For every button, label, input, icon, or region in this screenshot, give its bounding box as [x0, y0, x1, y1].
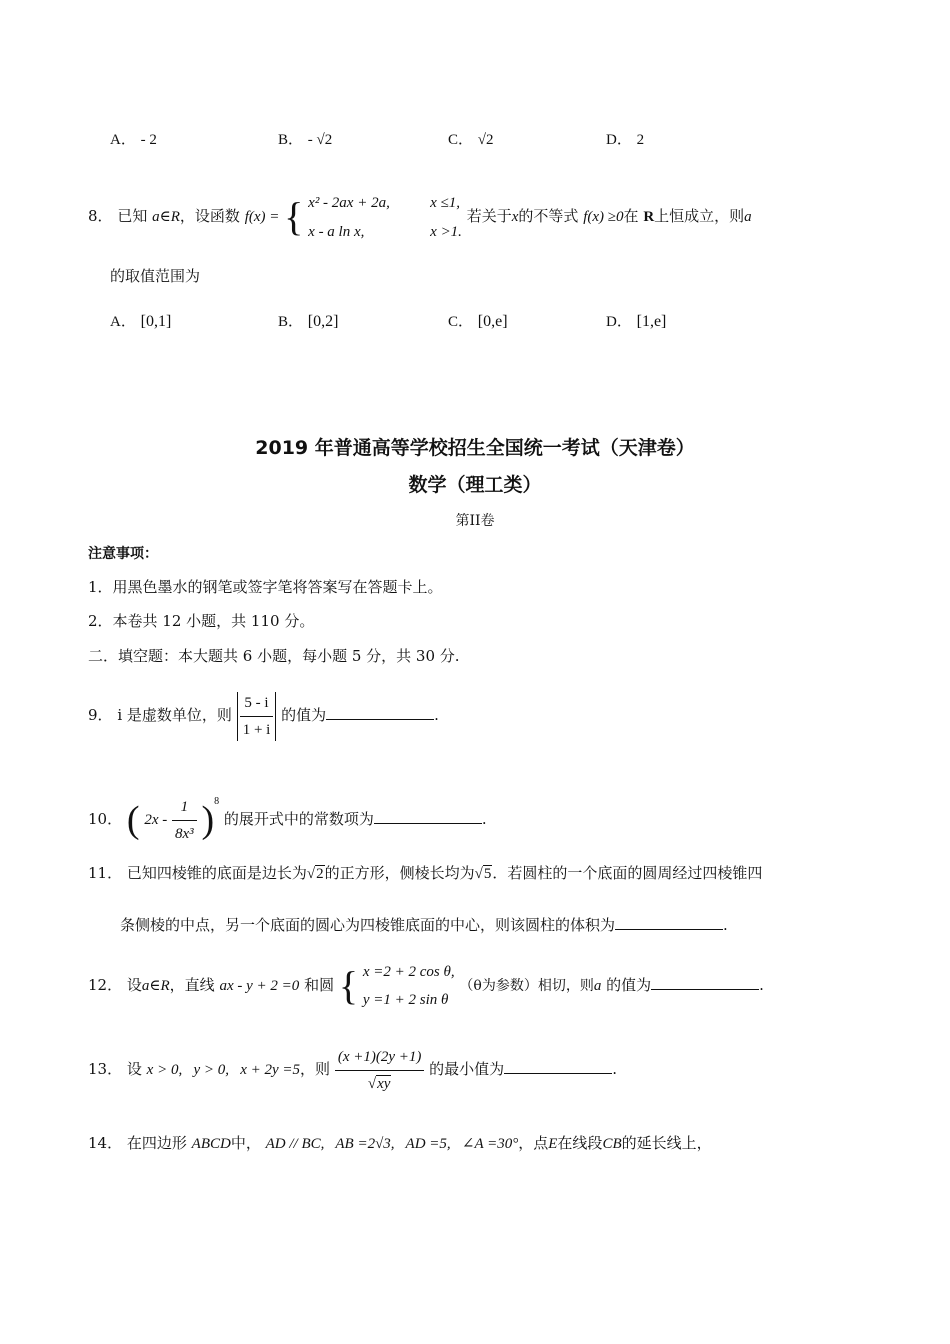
q11-text: 条侧棱的中点，另一个底面的圆心为四棱锥底面的中心，则该圆柱的体积为 — [120, 916, 616, 934]
q10-end: . — [481, 810, 487, 828]
q10-exponent: 8 — [214, 796, 220, 807]
q13-answer-blank[interactable] — [504, 1057, 612, 1074]
notes-item-2: 2．本卷共 12 小题，共 110 分。 — [88, 612, 315, 630]
q12-text: 的值为 — [606, 976, 652, 994]
q8-number: 8． — [88, 207, 113, 225]
notes-item-1: 1．用黑色墨水的钢笔或签字笔将答案写在答题卡上。 — [88, 578, 443, 596]
q10-frac-num: 1 — [172, 796, 197, 821]
q10-number: 10． — [88, 810, 123, 828]
q13-text: 设 — [126, 1060, 142, 1078]
q12-text: （θ为参数）相切，则 — [459, 978, 594, 994]
q9-fraction — [240, 692, 274, 741]
q10-expr: 2x - — [144, 812, 168, 828]
q8-case1-cond: x ≤1, — [430, 195, 461, 211]
q9-frac-den: 1 + i — [242, 721, 271, 738]
q10-frac-den: 8x³ — [175, 825, 194, 842]
q8-inequality: f(x) ≥0 — [583, 209, 624, 225]
q7-option-a[interactable]: A． - 2 — [110, 132, 157, 148]
q9-end: . — [434, 706, 439, 724]
q14-segment: CB — [602, 1136, 622, 1152]
q11-root-2: √2 — [306, 866, 324, 882]
q11-radicand: 5 — [483, 866, 492, 882]
q8-brace: { — [284, 194, 304, 239]
q12-text: ，直线 — [169, 976, 215, 994]
q8-var-x: x — [511, 209, 519, 225]
q7-options — [110, 128, 670, 152]
q11-text: ．若圆柱的一个底面的圆周经过四棱锥四 — [492, 864, 763, 882]
q13-number: 13． — [88, 1060, 123, 1078]
q8-option-d[interactable]: D． [1,e] — [606, 313, 667, 330]
q8-function: f(x) = — [244, 209, 280, 225]
q12-text: 设 — [126, 976, 142, 994]
q11-root-5: √5 — [474, 866, 492, 882]
q12-case1: x =2 + 2 cos θ, — [362, 964, 455, 980]
q12-text: 和圆 — [304, 976, 335, 994]
q13-frac-den: xy — [377, 1075, 391, 1092]
q13-fraction: $\frac{(x +1)(2y +1)}{√xy}$ — [335, 1046, 425, 1095]
q11-text: 的正方形，侧棱长均为 — [324, 864, 475, 882]
q14-text: 在线段 — [557, 1134, 603, 1152]
q8-condition: a∈R — [152, 209, 180, 225]
q8-var-a: a — [744, 209, 752, 225]
q12-circle-param — [363, 958, 455, 1014]
q10-fraction — [172, 796, 197, 845]
q12-case2: y =1 + 2 sin θ — [362, 992, 449, 1008]
q10 — [88, 775, 487, 842]
q14-text: 的延长线上， — [621, 1134, 712, 1152]
q11-line1 — [88, 862, 762, 883]
q8-cases — [308, 188, 462, 246]
volume-label: 第II卷 — [455, 513, 495, 529]
q8-text: 已知 — [117, 207, 148, 225]
exam-subtitle: 数学（理工类） — [408, 474, 542, 496]
q12-line-equation: ax - y + 2 =0 — [219, 978, 300, 994]
q14-text: 中， — [230, 1134, 261, 1152]
q11-number: 11． — [88, 864, 123, 882]
q8-option-a[interactable]: A． [0,1] — [110, 313, 172, 330]
q12-var-a: a — [593, 978, 602, 994]
q7-option-c[interactable]: C． √2 — [448, 132, 494, 148]
q14-quadrilateral: ABCD — [191, 1136, 231, 1152]
q11-text: 已知四棱锥的底面是边长为 — [126, 864, 307, 882]
q12-end: . — [759, 976, 764, 994]
q12-answer-blank[interactable] — [651, 973, 759, 990]
q8-option-b[interactable]: B． [0,2] — [278, 313, 339, 330]
q14-text: 在四边形 — [126, 1134, 187, 1152]
q9-frac-num: 5 - i — [240, 692, 274, 717]
q9-number: 9． — [88, 706, 113, 724]
q9-tail: 的值为 — [281, 706, 327, 724]
section-heading: 二．填空题：本大题共 6 小题，每小题 5 分，共 30 分. — [88, 647, 460, 665]
q13-text: 的最小值为 — [429, 1060, 505, 1078]
q9-answer-blank[interactable] — [326, 703, 434, 720]
q7-option-d[interactable]: D． 2 — [606, 132, 645, 148]
q8-set-r: R — [643, 209, 655, 225]
q12-condition: a∈R — [141, 978, 170, 994]
q10-tail: 的展开式中的常数项为 — [223, 810, 374, 828]
q11-line2 — [120, 913, 728, 935]
q9-lead: i 是虚数单位，则 — [117, 706, 232, 724]
q14-text: ，点 — [518, 1134, 549, 1152]
q8-options — [110, 310, 670, 334]
q11-radicand: 2 — [316, 866, 324, 882]
q14 — [88, 1132, 712, 1153]
q8-text: ，设函数 — [179, 207, 240, 225]
q11-end: . — [723, 916, 728, 934]
q10-answer-blank[interactable] — [374, 807, 482, 824]
q12-number: 12． — [88, 976, 123, 994]
q11-answer-blank[interactable] — [615, 913, 723, 930]
q8-text: 的不等式 — [518, 207, 579, 225]
q10-left-paren: ( — [126, 799, 140, 841]
q10-right-paren: ) — [201, 799, 215, 841]
q12 — [88, 958, 764, 1012]
q8-option-c[interactable]: C． [0,e] — [448, 313, 508, 330]
q8-case2-cond: x >1. — [430, 224, 462, 240]
q14-point-e: E — [548, 1136, 558, 1152]
q14-conditions: AD // BC, AB =2√3, AD =5, ∠A =30° — [265, 1136, 519, 1152]
q13-frac-num: (x +1)(2y +1) — [335, 1046, 425, 1071]
q12-brace: { — [338, 963, 359, 1008]
q13 — [88, 1042, 617, 1096]
q8-text: 在 — [623, 207, 639, 225]
q13-conditions: x > 0, y > 0, x + 2y =5 — [146, 1062, 301, 1078]
q8-text: 若关于 — [466, 207, 512, 225]
q8-stem — [88, 188, 752, 238]
q9 — [88, 690, 439, 740]
q8-line2: 的取值范围为 — [110, 267, 201, 285]
q9-abs-value — [237, 692, 277, 741]
q13-text: ，则 — [300, 1060, 331, 1078]
q8-text: 上恒成立，则 — [654, 207, 745, 225]
q8-case1-expr: x² - 2ax + 2a, — [308, 195, 390, 211]
q8-case2-expr: x - a ln x, — [308, 224, 365, 240]
q7-option-b[interactable]: B． - √2 — [278, 132, 333, 148]
notes-heading: 注意事项： — [88, 546, 158, 562]
q14-number: 14． — [88, 1134, 123, 1152]
exam-title: 2019 年普通高等学校招生全国统一考试（天津卷） — [255, 437, 695, 459]
q13-end: . — [612, 1060, 617, 1078]
